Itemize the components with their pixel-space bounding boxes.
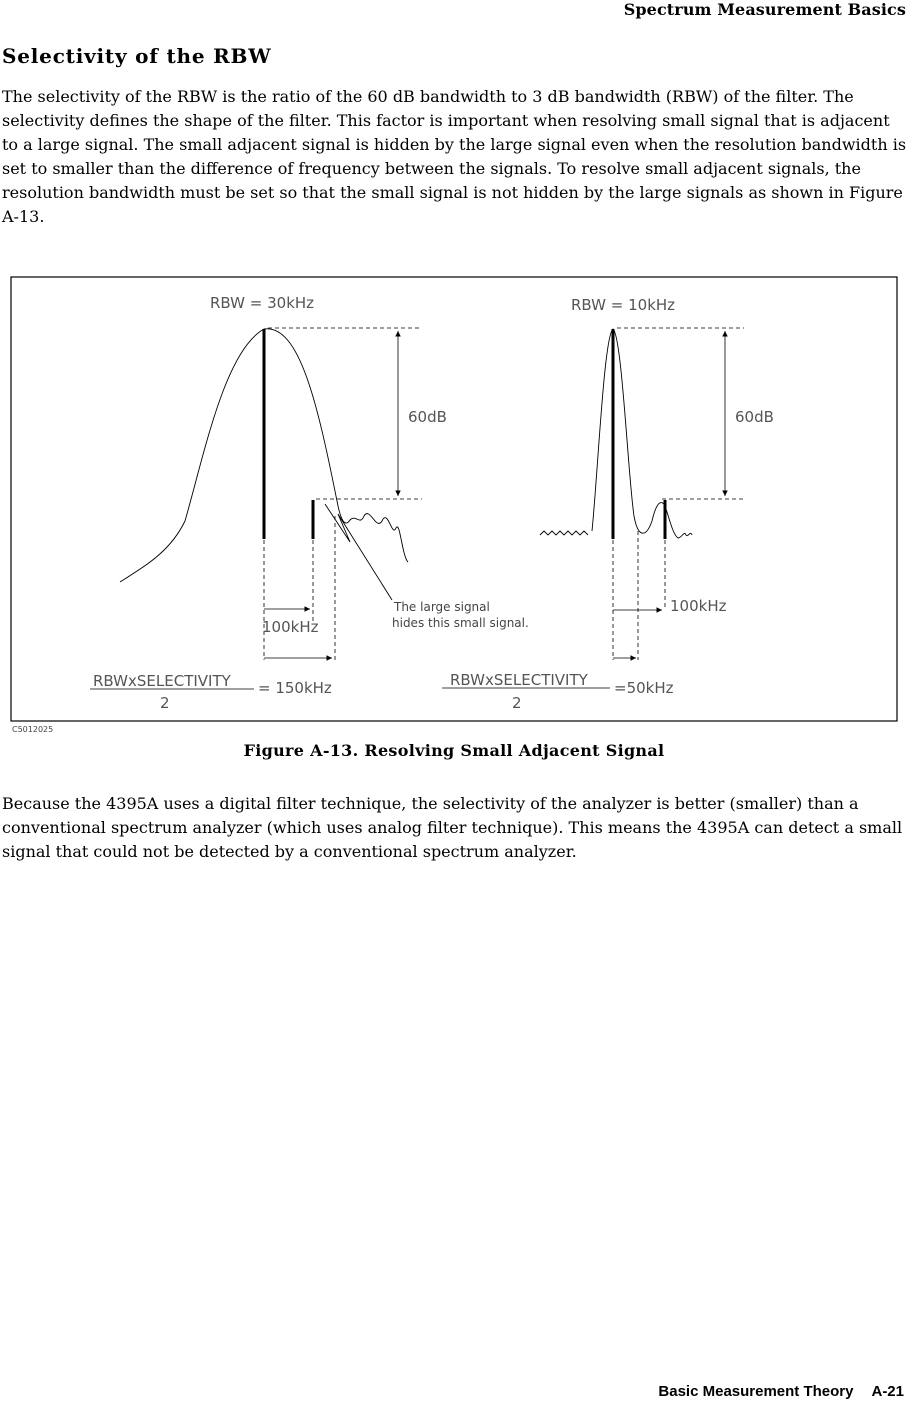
figure-a13 — [10, 276, 898, 734]
left-formula-result: = 150kHz — [258, 679, 332, 697]
page-footer — [658, 1383, 904, 1400]
figure-diagram — [10, 276, 898, 736]
right-formula-result: =50kHz — [614, 679, 674, 697]
running-header: Spectrum Measurement Basics — [623, 0, 906, 19]
right-filter-curve — [592, 329, 692, 538]
intro-paragraph: The selectivity of the RBW is the ratio of the 60 dB bandwidth to 3 dB bandwidth (RBW) of the filter. The selectivity defines the shape of the filter. This factor is important when resolving small signal that is adjacent to a large signal. The small adjacent signal is hidden by the large signal even when the resolution bandwidth is set to smaller than the difference of frequency between the signals. To resolve small adjacent signals, the resolution bandwidth must be set so that the small signal is not hidden by the large signals as shown in Figure A-13. — [2, 87, 907, 226]
figure-frame — [11, 277, 897, 721]
left-panel — [90, 294, 529, 712]
right-formula-denominator: 2 — [512, 694, 522, 712]
left-formula-denominator: 2 — [160, 694, 170, 712]
section-title: Selectivity of the RBW — [2, 44, 272, 68]
figure-caption: Figure A-13. Resolving Small Adjacent Signal — [243, 741, 665, 760]
right-spacing-label: 100kHz — [670, 597, 727, 615]
right-noise-left — [540, 531, 588, 535]
right-panel — [442, 296, 774, 712]
left-formula-numerator: RBWxSELECTIVITY — [93, 672, 231, 690]
figure-id: C5012025 — [12, 725, 54, 734]
left-rbw-label: RBW = 30kHz — [210, 294, 315, 312]
footer-chapter: Basic Measurement Theory — [658, 1383, 854, 1400]
right-formula-numerator: RBWxSELECTIVITY — [450, 671, 588, 689]
left-60db-label: 60dB — [408, 408, 447, 426]
conclusion-paragraph: Because the 4395A uses a digital filter technique, the selectivity of the analyzer is better (smaller) than a conventional spectrum analyzer (which uses analog filter technique). This means the 4395A can detect a small signal that could not be detected by a conventional spectrum analyzer. — [2, 794, 903, 861]
left-annotation-line2: hides this small signal. — [392, 616, 529, 630]
right-rbw-label: RBW = 10kHz — [571, 296, 676, 314]
left-annotation-line1: The large signal — [394, 600, 490, 614]
left-spacing-label: 100kHz — [262, 618, 319, 636]
footer-page-number: A-21 — [871, 1383, 904, 1400]
right-60db-label: 60dB — [735, 408, 774, 426]
